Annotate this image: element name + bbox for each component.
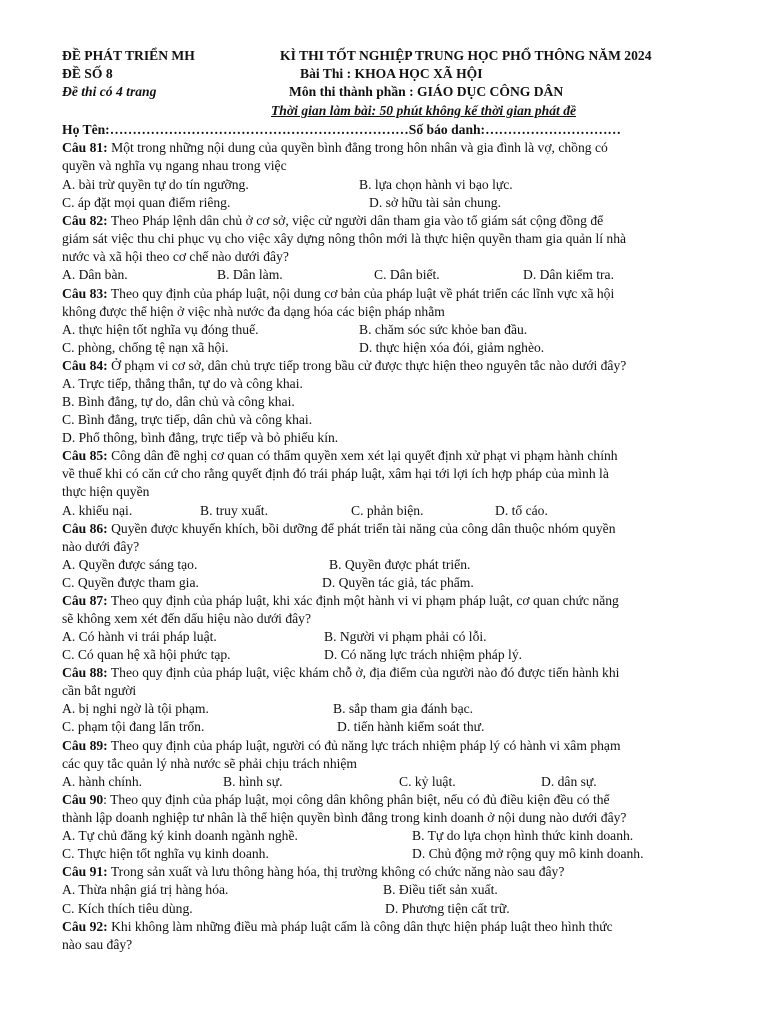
question-83-line: không được thể hiện ở việc nhà nước đa dạng hóa các biện pháp nhằm bbox=[62, 304, 445, 319]
option-90-a: A. Tự chủ đăng ký kinh doanh ngành nghề. bbox=[62, 828, 298, 843]
option-85-b: B. truy xuất. bbox=[200, 503, 268, 518]
option-85-d: D. tố cáo. bbox=[495, 503, 548, 518]
question-89-line: các quy tắc quản lý nhà nước sẽ phải chịu trách nhiệm bbox=[62, 756, 358, 771]
option-82-b: B. Dân làm. bbox=[217, 267, 283, 282]
option-86-b: B. Quyền được phát triển. bbox=[329, 557, 471, 572]
question-81: Câu 81: Một trong những nội dung của quyền bình đẳng trong hôn nhân và gia đình là vợ, chồng có bbox=[62, 140, 608, 155]
option-81-b: B. lựa chọn hành vi bạo lực. bbox=[359, 177, 513, 192]
header-subject: Bài Thi : KHOA HỌC XÃ HỘI bbox=[300, 66, 483, 81]
header-exam-number: ĐỀ SỐ 8 bbox=[62, 66, 113, 81]
option-83-d: D. thực hiện xóa đói, giảm nghèo. bbox=[359, 340, 545, 355]
question-87-line: sẽ không xem xét đến dấu hiệu nào dưới đây? bbox=[62, 611, 311, 626]
option-89-c: C. kỷ luật. bbox=[399, 774, 456, 789]
question-88-line: cần bắt người bbox=[62, 683, 137, 698]
option-87-d: D. Có năng lực trách nhiệm pháp lý. bbox=[324, 647, 523, 662]
option-83-c: C. phòng, chống tệ nạn xã hội. bbox=[62, 340, 229, 355]
option-91-b: B. Điều tiết sản xuất. bbox=[383, 882, 498, 897]
option-91-d: D. Phương tiện cất trữ. bbox=[385, 901, 510, 916]
question-91: Câu 91: Trong sản xuất và lưu thông hàng hóa, thị trường không có chức năng nào sau đây? bbox=[62, 864, 565, 879]
option-84-c: C. Bình đẳng, trực tiếp, dân chủ và công khai. bbox=[62, 412, 313, 427]
option-82-c: C. Dân biết. bbox=[374, 267, 440, 282]
option-83-a: A. thực hiện tốt nghĩa vụ đóng thuế. bbox=[62, 322, 259, 337]
option-84-d: D. Phổ thông, bình đẳng, trực tiếp và bỏ phiếu kín. bbox=[62, 430, 339, 445]
question-92-line: nào sau đây? bbox=[62, 937, 133, 952]
option-90-b: B. Tự do lựa chọn hình thức kinh doanh. bbox=[412, 828, 634, 843]
question-81-line: quyền và nghĩa vụ ngang nhau trong việc bbox=[62, 158, 287, 173]
option-88-a: A. bị nghi ngờ là tội phạm. bbox=[62, 701, 209, 716]
option-81-a: A. bài trừ quyền tự do tín ngưỡng. bbox=[62, 177, 249, 192]
header-exam-title: KÌ THI TỐT NGHIỆP TRUNG HỌC PHỔ THÔNG NĂM 2024 bbox=[280, 48, 652, 63]
option-85-a: A. khiếu nại. bbox=[62, 503, 133, 518]
option-88-d: D. tiến hành kiểm soát thư. bbox=[337, 719, 485, 734]
header-component-subject: Môn thi thành phần : GIÁO DỤC CÔNG DÂN bbox=[289, 84, 564, 99]
option-88-c: C. phạm tội đang lẩn trốn. bbox=[62, 719, 205, 734]
question-83: Câu 83: Theo quy định của pháp luật, nội dung cơ bản của pháp luật về phát triển các lĩnh vực xã hội bbox=[62, 286, 615, 301]
option-81-d: D. sở hữu tài sản chung. bbox=[369, 195, 501, 210]
option-87-a: A. Có hành vi trái pháp luật. bbox=[62, 629, 217, 644]
option-84-a: A. Trực tiếp, thẳng thắn, tự do và công khai. bbox=[62, 376, 303, 391]
option-89-d: D. dân sự. bbox=[541, 774, 597, 789]
question-89: Câu 89: Theo quy định của pháp luật, người có đủ năng lực trách nhiệm pháp lý có hành vi xâm phạm bbox=[62, 738, 621, 753]
option-82-a: A. Dân bàn. bbox=[62, 267, 128, 282]
option-86-c: C. Quyền được tham gia. bbox=[62, 575, 199, 590]
question-87: Câu 87: Theo quy định của pháp luật, khi xác định một hành vi vi phạm pháp luật, cơ quan chức năng bbox=[62, 593, 619, 608]
question-85-line: thực hiện quyền bbox=[62, 484, 150, 499]
option-91-a: A. Thừa nhận giá trị hàng hóa. bbox=[62, 882, 229, 897]
question-86-line: nào dưới đây? bbox=[62, 539, 140, 554]
option-86-a: A. Quyền được sáng tạo. bbox=[62, 557, 198, 572]
question-82-line: giám sát việc thu chi phục vụ cho việc xây dựng nông thôn mới là thực hiện quyền tham gia quản lí nhà bbox=[62, 231, 627, 246]
option-81-c: C. áp đặt mọi quan điểm riêng. bbox=[62, 195, 231, 210]
candidate-info-line: Họ Tên:…………………………………………………………Số báo danh:………………………… bbox=[62, 122, 622, 137]
header-time-limit: Thời gian làm bài: 50 phút không kể thời gian phát đề bbox=[271, 103, 577, 118]
option-90-d: D. Chủ động mở rộng quy mô kinh doanh. bbox=[412, 846, 644, 861]
option-87-c: C. Có quan hệ xã hội phức tạp. bbox=[62, 647, 231, 662]
option-89-a: A. hành chính. bbox=[62, 774, 143, 789]
option-88-b: B. sắp tham gia đánh bạc. bbox=[333, 701, 474, 716]
question-85: Câu 85: Công dân đề nghị cơ quan có thẩm quyền xem xét lại quyết định xử phạt vi phạm hành chính bbox=[62, 448, 618, 463]
question-82-line: nước và xã hội theo cơ chế nào dưới đây? bbox=[62, 249, 289, 264]
option-90-c: C. Thực hiện tốt nghĩa vụ kinh doanh. bbox=[62, 846, 269, 861]
option-82-d: D. Dân kiểm tra. bbox=[523, 267, 614, 282]
header-page-count: Đề thi có 4 trang bbox=[62, 84, 157, 99]
question-88: Câu 88: Theo quy định của pháp luật, việc khám chỗ ở, địa điểm của người nào đó được tiến hành khi bbox=[62, 665, 620, 680]
question-84: Câu 84: Ở phạm vi cơ sở, dân chủ trực tiếp trong bầu cử được thực hiện theo nguyên tắc nào dưới đây? bbox=[62, 358, 627, 373]
option-91-c: C. Kích thích tiêu dùng. bbox=[62, 901, 193, 916]
option-89-b: B. hình sự. bbox=[223, 774, 283, 789]
option-84-b: B. Bình đẳng, tự do, dân chủ và công khai. bbox=[62, 394, 295, 409]
question-90-line: thành lập doanh nghiệp tư nhân là thể hiện quyền bình đẳng trong kinh doanh ở nội dung nào dưới đây? bbox=[62, 810, 627, 825]
question-90: Câu 90: Theo quy định của pháp luật, mọi công dân không phân biệt, nếu có đủ điều kiện đều có thể bbox=[62, 792, 610, 807]
option-87-b: B. Người vi phạm phải có lỗi. bbox=[324, 629, 487, 644]
header-source: ĐỀ PHÁT TRIỂN MH bbox=[62, 48, 195, 63]
question-86: Câu 86: Quyền được khuyến khích, bồi dưỡng để phát triển tài năng của công dân thuộc nhóm quyền bbox=[62, 521, 616, 536]
option-83-b: B. chăm sóc sức khỏe ban đầu. bbox=[359, 322, 528, 337]
question-82: Câu 82: Theo Pháp lệnh dân chủ ở cơ sở, việc cử người dân tham gia vào tổ giám sát cộng đồng để bbox=[62, 213, 604, 228]
question-92: Câu 92: Khi không làm những điều mà pháp luật cấm là công dân thực hiện pháp luật theo hình thức bbox=[62, 919, 613, 934]
option-85-c: C. phản biện. bbox=[351, 503, 424, 518]
option-86-d: D. Quyền tác giả, tác phẩm. bbox=[322, 575, 474, 590]
question-85-line: về thuế khi có căn cứ cho rằng quyết định đó trái pháp luật, xâm hại tới lợi ích hợp pháp của mình là bbox=[62, 466, 609, 481]
